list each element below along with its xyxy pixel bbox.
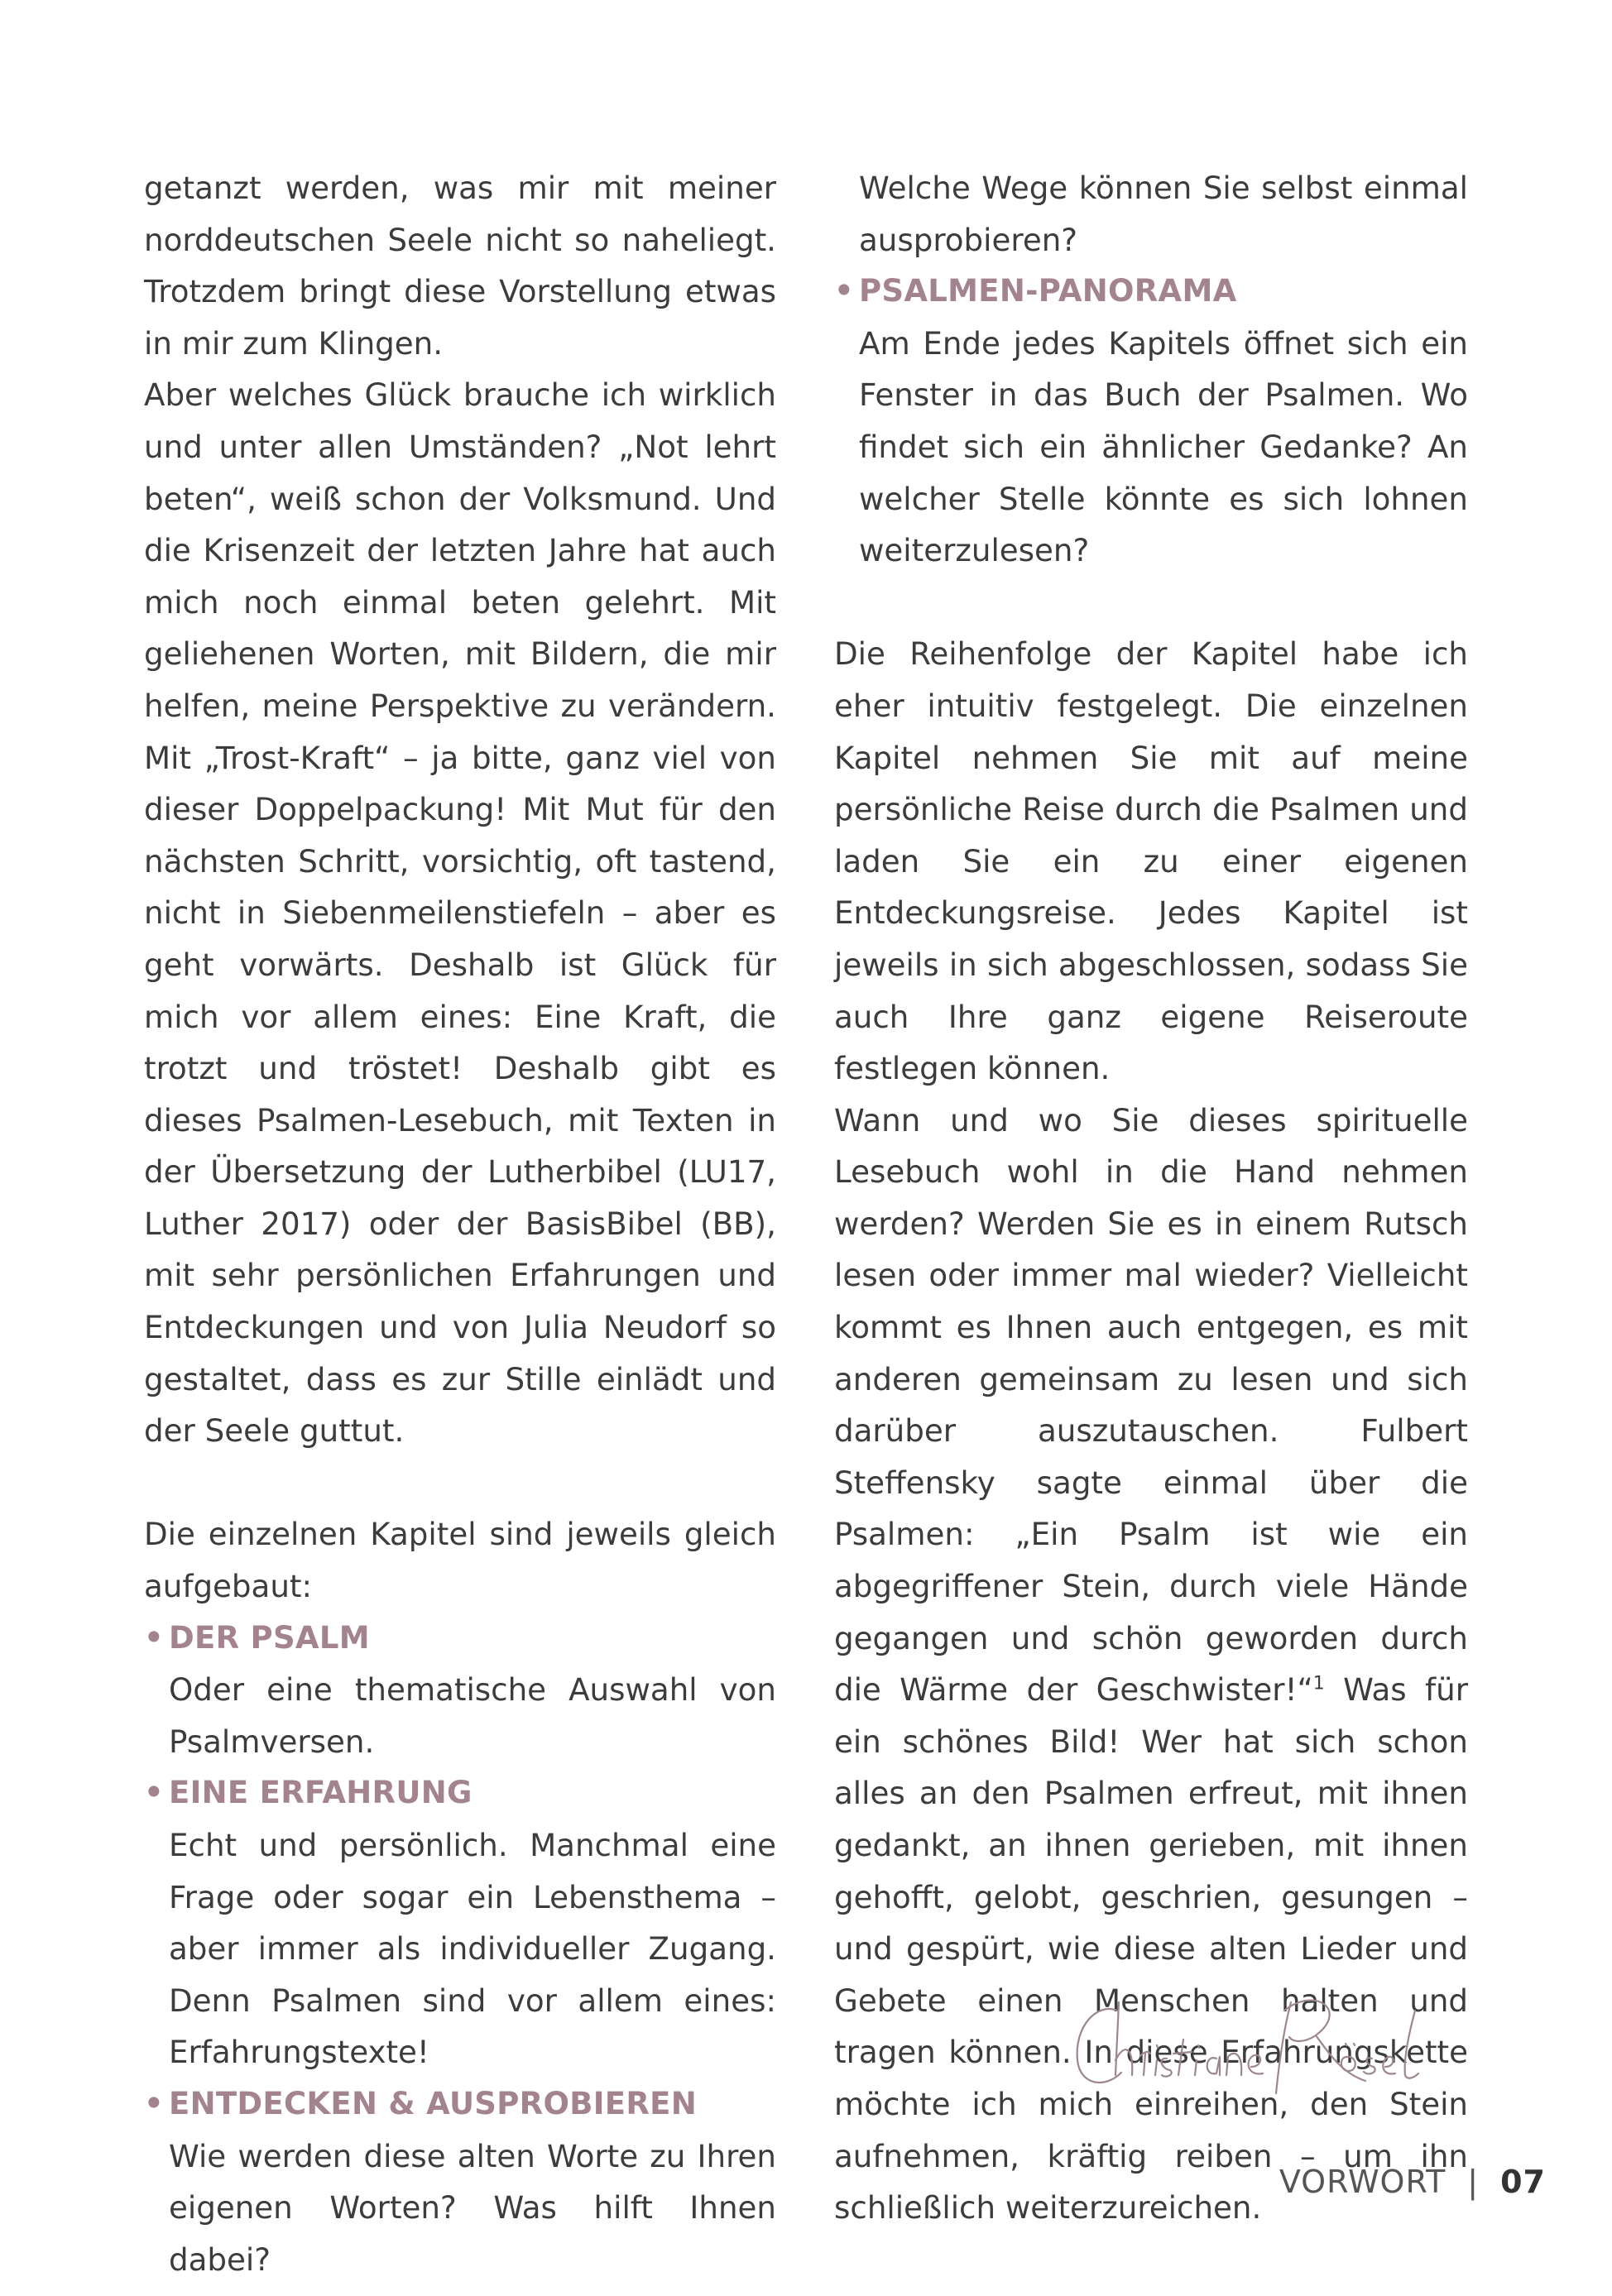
paragraph: Aber welches Glück brauche ich wirklich und unter allen Umständen? „Not lehrt beten“, weiß schon der Volksmund. Und die Krisenzeit der letzten Jahre hat auch mich noch einmal beten gelehrt. Mit geliehenen Worten, mit Bildern, die mir helfen, meine Perspektive zu verändern. Mit „Trost-Kraft“ – ja bitte, ganz viel von dieser Doppelpackung! Mit Mut für den nächsten Schritt, vorsichtig, oft tastend, nicht in Siebenmeilenstiefeln – aber es geht vorwärts. Deshalb ist Glück für mich vor allem eines: Eine Kraft, die trotzt und tröstet! Deshalb gibt es dieses Psalmen-Lesebuch, mit Texten in der Übersetzung der Lutherbibel (LU17, Luther 2017) oder der BasisBibel (BB), mit sehr persönlichen Erfahrungen und Entdeckungen und von Julia Neudorf so gestaltet, dass es zur Stille einlädt und der Seele guttut. [144,376,776,1450]
bullet: • [144,2085,164,2121]
section-heading: • EINE ERFAHRUNG [144,1767,776,1819]
section-text: Am Ende jedes Kapitels öffnet sich ein Fenster in das Buch der Psalmen. Wo findet sich ein ähnlicher Gedanke? An welcher Stelle könnte es sich lohnen weiterzulesen? [859,324,1468,569]
section-text: Wie werden diese alten Worte zu Ihren eigenen Worten? Was hilft Ihnen dabei? [169,2137,776,2278]
bullet: • [144,1775,164,1811]
paragraph: Die einzelnen Kapitel sind jeweils gleich aufgebaut: [144,1516,776,1605]
section-heading: • PSALMEN-PANORAMA [834,266,1468,318]
footer-separator: | [1467,2164,1480,2200]
section-text: Echt und persönlich. Manchmal eine Frage oder sogar ein Lebensthema – aber immer als individueller Zugang. Denn Psalmen sind vor allem eines: Erfahrungstexte! [169,1827,776,2071]
section-text-continued: Welche Wege können Sie selbst einmal ausprobieren? [859,170,1468,258]
bullet: • [144,1619,164,1656]
footnote-mark[interactable]: 1 [1312,1673,1325,1694]
section-heading: • ENTDECKEN & AUSPROBIEREN [144,2078,776,2131]
section-label: VORWORT [1279,2164,1446,2200]
bullet: • [834,273,854,309]
right-column [834,162,1468,2234]
signature [1067,1977,1481,2102]
page-number: 07 [1500,2164,1546,2200]
paragraph: getanzt werden, was mir mit meiner norddeutschen Seele nicht so naheliegt. Trotzdem bringt diese Vorstellung etwas in mir zum Klingen. [144,170,776,362]
paragraph: Die Reihenfolge der Kapitel habe ich eher intuitiv festgelegt. Die einzelnen Kapitel nehmen Sie mit auf meine persönliche Reise durch die Psalmen und laden Sie ein zu einer eigenen Entdeckungsreise. Jedes Kapitel ist jeweils in sich abgeschlossen, sodass Sie auch Ihre ganz eigene Reiseroute festlegen können. [834,635,1468,1087]
left-column [144,162,776,2285]
paragraph: Wann und wo Sie dieses spirituelle Lesebuch wohl in die Hand nehmen werden? Werden Sie es in einem Rutsch lesen oder immer mal wieder? Vielleicht kommt es Ihnen auch entgegen, es mit anderen gemeinsam zu lesen und sich darüber auszutauschen. Fulbert Steffensky sagte einmal über die Psalmen: „Ein Psalm ist wie ein abgegriffener Stein, durch viele Hände gegangen und schön geworden durch die Wärme der Geschwister!“$^1$ Was für ein schönes Bild! Wer hat sich schon alles an den Psalmen erfreut, mit ihnen gedankt, an ihnen gerieben, mit ihnen gehofft, gelobt, geschrien, gesungen – und gespürt, wie diese alten Lieder und Gebete einen Menschen halten und tragen können. In diese Erfahrungskette möchte ich mich einreihen, den Stein aufnehmen, kräftig reiben – um ihn schließlich weiterzureichen. [834,1101,1468,2226]
page-footer [1279,2164,1546,2200]
section-heading: • DER PSALM [144,1613,776,1665]
section-text: Oder eine thematische Auswahl von Psalmversen. [169,1671,776,1760]
